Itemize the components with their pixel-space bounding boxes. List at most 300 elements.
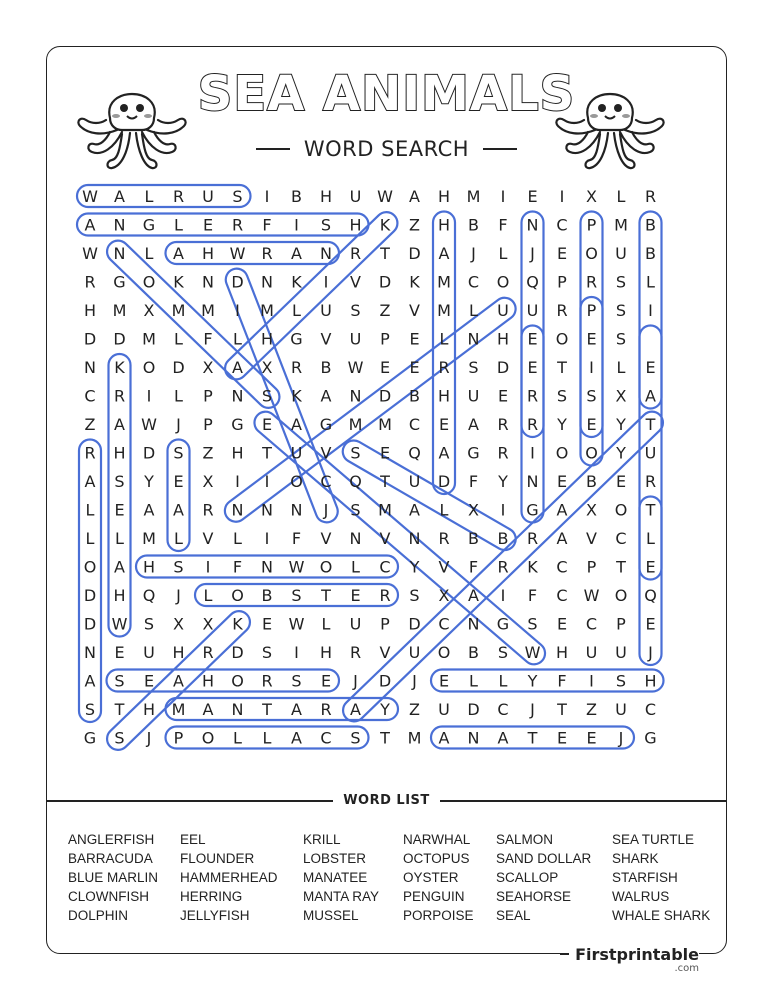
grid-cell-r0-c11: A [409,187,420,206]
grid-cell-r1-c1: N [113,215,126,235]
grid-cell-r1-c5: R [231,215,244,235]
grid-cell-r15-c2: S [143,614,155,634]
grid-cell-r12-c9: N [349,529,362,548]
grid-cell-r0-c13: M [466,187,481,206]
grid-cell-r10-c2: Y [144,472,154,491]
word-list-item: SEA TURTLE [612,832,695,847]
grid-cell-r15-c16: E [556,614,568,634]
grid-cell-r0-c3: R [172,187,185,206]
grid-cell-r3-c0: R [84,272,96,292]
word-list-item: SCALLOP [496,870,559,885]
grid-cell-r1-c6: F [262,215,272,235]
grid-cell-r9-c4: Z [202,443,214,463]
grid-cell-r10-c14: Y [498,472,508,491]
grid-cell-r15-c17: C [585,614,598,634]
grid-cell-r1-c4: E [202,215,214,235]
grid-cell-r14-c12: X [438,586,450,605]
word-list-item: MUSSEL [303,908,359,923]
grid-cell-r6-c16: T [557,358,567,377]
grid-cell-r13-c0: O [83,557,97,577]
grid-cell-r18-c17: Z [586,700,597,719]
grid-cell-r10-c4: X [202,472,214,491]
word-list-column [303,830,379,925]
grid-cell-r7-c9: N [349,386,362,406]
grid-cell-r18-c18: U [615,700,627,719]
grid-cell-r8-c3: J [176,415,181,434]
grid-cell-r1-c8: S [320,215,332,235]
grid-cell-r12-c17: V [586,529,597,548]
grid-cell-r9-c15: I [530,443,535,463]
word-list-item: ANGLERFISH [68,832,155,847]
grid-cell-r3-c19: L [646,272,655,292]
grid-cell-r7-c10: D [378,386,392,406]
grid-cell-r17-c17: I [589,671,594,691]
grid-cell-r9-c8: V [320,443,332,463]
grid-cell-r4-c1: M [112,301,127,320]
grid-cell-r11-c0: L [85,500,95,520]
grid-cell-r7-c8: A [320,386,332,406]
grid-cell-r10-c13: F [468,472,479,491]
grid-cell-r1-c11: Z [409,215,420,235]
grid-cell-r8-c9: M [348,415,363,434]
grid-cell-r10-c12: D [437,472,451,491]
grid-cell-r4-c17: P [586,301,597,320]
brand-name: Firstprintable [569,945,699,964]
grid-cell-r17-c0: A [84,671,96,691]
found-word-highlight [581,297,603,466]
grid-cell-r18-c5: N [231,700,244,719]
grid-cell-r13-c17: P [586,557,597,577]
grid-cell-r2-c15: J [530,244,535,263]
found-word-highlight [640,497,662,666]
grid-cell-r2-c9: R [349,244,362,263]
grid-cell-r13-c10: C [379,557,391,577]
grid-cell-r11-c8: J [323,500,329,520]
grid-cell-r0-c10: W [377,187,393,206]
grid-cell-r15-c14: G [496,614,510,634]
grid-cell-r11-c15: G [526,500,539,520]
grid-cell-r2-c1: N [113,244,126,263]
grid-cell-r19-c0: G [83,728,97,748]
grid-cell-r0-c9: U [349,187,362,206]
grid-cell-r4-c7: L [292,301,301,320]
grid-cell-r16-c10: V [379,643,391,662]
grid-cell-r19-c10: T [380,728,390,748]
grid-cell-r2-c14: L [498,244,508,263]
grid-cell-r10-c6: I [264,472,270,491]
word-list-column [612,830,710,925]
grid-cell-r12-c0: L [85,529,95,548]
grid-cell-r5-c1: D [113,329,126,349]
grid-cell-r16-c16: H [555,643,569,662]
grid-cell-r15-c12: C [438,614,450,634]
grid-cell-r6-c5: A [232,358,243,377]
grid-cell-r4-c3: M [171,301,186,320]
grid-cell-r2-c4: H [201,244,215,263]
word-list-item: EEL [180,832,206,847]
grid-cell-r12-c13: B [468,529,479,548]
grid-cell-r6-c3: D [172,358,185,377]
grid-cell-r5-c14: H [496,329,510,349]
grid-cell-r16-c17: U [585,643,598,662]
word-list-item: SAND DOLLAR [496,851,592,866]
grid-cell-r3-c13: C [467,272,480,292]
grid-cell-r3-c14: O [496,272,510,292]
grid-cell-r16-c12: O [437,643,451,662]
grid-cell-r10-c9: Q [349,472,362,491]
grid-cell-r18-c4: A [202,700,214,719]
grid-cell-r14-c13: A [468,586,479,605]
grid-cell-r9-c16: O [555,443,569,463]
grid-cell-r8-c2: W [141,415,157,434]
grid-cell-r12-c7: F [291,529,302,548]
grid-cell-r0-c7: B [291,187,302,206]
grid-cell-r9-c1: H [113,443,126,463]
grid-cell-r10-c5: I [235,472,240,491]
grid-cell-r14-c9: E [350,586,361,605]
grid-cell-r11-c12: L [439,500,449,520]
found-word-highlight [220,293,520,526]
grid-cell-r3-c8: I [323,272,329,292]
grid-cell-r6-c10: E [379,358,391,377]
grid-cell-r7-c6: S [261,386,273,406]
grid-cell-r17-c3: A [173,671,184,691]
word-list-column [403,830,474,925]
grid-cell-r18-c11: Z [409,700,420,719]
grid-cell-r4-c8: U [320,301,332,320]
highlight-layer [77,185,667,754]
grid-cell-r16-c15: W [524,643,541,662]
grid-cell-r17-c5: O [231,671,244,691]
grid-cell-r16-c9: R [349,643,362,662]
grid-cell-r1-c19: B [645,215,656,235]
word-list-item: MANTA RAY [303,889,380,904]
word-list-column [496,830,591,925]
grid-cell-r4-c0: H [83,301,97,320]
grid-cell-r14-c10: R [379,586,391,605]
grid-cell-r0-c2: L [144,187,154,206]
grid-cell-r8-c17: E [586,415,597,434]
grid-cell-r16-c4: R [202,643,214,662]
grid-cell-r8-c1: A [114,415,125,434]
grid-cell-r17-c4: H [201,671,215,691]
grid-cell-r8-c5: G [231,415,244,434]
grid-cell-r11-c9: S [350,500,361,520]
grid-cell-r9-c0: R [84,443,96,463]
grid-cell-r3-c7: K [291,272,302,292]
grid-cell-r17-c13: L [469,671,478,691]
grid-cell-r16-c8: H [319,643,333,662]
grid-cell-r8-c15: R [526,415,539,434]
grid-cell-r15-c5: K [232,614,243,634]
grid-cell-r0-c4: U [202,187,214,206]
grid-cell-r11-c13: X [468,500,479,520]
grid-cell-r14-c14: I [500,586,506,605]
grid-cell-r9-c2: D [142,443,156,463]
grid-cell-r2-c3: A [173,244,184,263]
grid-cell-r14-c11: S [409,586,420,605]
grid-cell-r19-c4: O [201,728,215,748]
grid-cell-r12-c19: L [646,529,655,548]
grid-cell-r4-c16: R [556,301,568,320]
grid-cell-r2-c8: N [320,244,332,263]
grid-cell-r17-c16: F [557,671,567,691]
grid-cell-r2-c16: E [556,244,568,263]
grid-cell-r15-c8: L [321,614,331,634]
grid-cell-r7-c17: S [586,386,597,406]
grid-cell-r14-c4: L [203,586,213,605]
grid-cell-r12-c11: N [408,529,421,548]
grid-cell-r12-c3: L [174,529,183,548]
grid-cell-r4-c2: X [143,301,155,320]
grid-cell-r17-c6: R [261,671,273,691]
grid-cell-r1-c12: H [437,215,451,235]
grid-cell-r2-c10: T [380,244,390,263]
grid-cell-r13-c2: H [142,557,156,577]
grid-cell-r0-c8: H [319,187,333,206]
grid-cell-r3-c3: K [173,272,184,292]
grid-cell-r5-c11: E [409,329,420,349]
grid-cell-r15-c3: X [173,614,184,634]
grid-cell-r3-c17: R [585,272,598,292]
grid-cell-r12-c1: L [115,529,124,548]
grid-cell-r14-c17: W [583,586,600,605]
grid-cell-r4-c12: M [437,301,451,320]
grid-cell-r17-c18: S [615,671,627,691]
grid-cell-r7-c18: X [615,386,627,406]
grid-cell-r3-c9: V [350,272,361,292]
grid-cell-r6-c7: R [290,358,303,377]
grid-cell-r4-c14: U [497,301,509,320]
grid-cell-r0-c5: S [232,187,243,206]
word-list-item: DOLPHIN [68,908,129,923]
grid-cell-r11-c2: A [143,500,155,520]
grid-cell-r14-c2: Q [142,586,156,605]
grid-cell-r5-c9: U [349,329,362,349]
word-list-item: PORPOISE [403,908,474,923]
grid-cell-r7-c1: R [113,386,126,406]
grid-cell-r19-c14: A [497,728,509,748]
grid-cell-r6-c4: X [202,358,214,377]
grid-cell-r8-c4: P [203,415,213,434]
grid-cell-r1-c13: B [468,215,479,235]
grid-cell-r2-c0: W [82,244,98,263]
grid-cell-r7-c4: P [203,386,213,406]
grid-cell-r8-c12: E [438,415,450,434]
grid-cell-r17-c10: D [378,671,392,691]
grid-cell-r19-c9: S [350,728,361,748]
grid-cell-r6-c11: E [409,358,420,377]
grid-cell-r18-c9: A [350,700,361,719]
grid-cell-r8-c0: Z [84,415,96,434]
grid-cell-r5-c3: L [174,329,183,349]
grid-cell-r6-c6: X [261,358,273,377]
grid-cell-r9-c5: H [231,443,244,463]
grid-cell-r14-c16: C [556,586,568,605]
grid-cell-r0-c14: I [500,187,506,206]
grid-cell-r1-c17: P [586,215,597,235]
grid-cell-r14-c3: J [176,586,181,605]
grid-cell-r0-c0: W [82,187,98,206]
grid-cell-r4-c6: M [260,301,274,320]
grid-cell-r17-c7: S [291,671,302,691]
grid-cell-r2-c7: A [291,244,302,263]
grid-cell-r5-c0: D [83,329,97,349]
grid-cell-r13-c5: F [232,557,243,577]
word-list-item: CLOWNFISH [68,889,149,904]
grid-cell-r11-c1: E [114,500,125,520]
grid-cell-r8-c8: G [319,415,333,434]
grid-cell-r7-c5: N [231,386,244,406]
grid-cell-r8-c16: Y [557,415,567,434]
grid-cell-r15-c7: W [288,614,305,634]
grid-cell-r2-c13: J [471,244,476,263]
grid-cell-r19-c11: M [407,728,422,748]
grid-cell-r18-c14: C [497,700,509,719]
grid-cell-r6-c15: E [527,358,538,377]
grid-cell-r9-c10: E [379,443,391,463]
grid-cell-r6-c19: E [645,358,656,377]
grid-cell-r0-c15: E [527,187,538,206]
grid-cell-r14-c7: S [291,586,302,605]
grid-cell-r12-c16: A [556,529,568,548]
grid-cell-r1-c18: M [614,215,628,235]
grid-cell-r16-c6: S [261,643,273,662]
grid-cell-r12-c8: V [320,529,332,548]
grid-cell-r13-c14: R [497,557,509,577]
grid-cell-r13-c9: L [351,557,360,577]
grid-cell-r13-c12: V [438,557,450,577]
grid-cell-r1-c0: A [84,215,96,235]
grid-cell-r1-c14: F [498,215,508,235]
grid-cell-r1-c9: H [349,215,362,235]
grid-cell-r3-c1: G [113,272,126,292]
grid-cell-r2-c6: R [261,244,273,263]
grid-cell-r18-c8: R [320,700,332,719]
word-list-item: PENGUIN [403,889,465,904]
grid-cell-r9-c12: A [438,443,450,463]
grid-cell-r16-c13: B [468,643,479,662]
grid-cell-r19-c8: C [320,728,332,748]
grid-cell-r12-c2: M [142,529,156,548]
grid-cell-r16-c5: D [231,643,244,662]
grid-cell-r17-c8: E [320,671,332,691]
grid-cell-r10-c18: E [615,472,627,491]
grid-cell-r7-c14: E [497,386,509,406]
grid-cell-r3-c5: D [231,272,244,292]
grid-cell-r4-c10: Z [379,301,391,320]
grid-cell-r14-c1: H [113,586,126,605]
grid-cell-r10-c17: B [586,472,597,491]
grid-cell-r1-c16: C [556,215,568,235]
grid-cell-r11-c10: M [378,500,392,520]
grid-cell-r9-c13: G [467,443,480,463]
grid-cell-r19-c13: N [467,728,480,748]
grid-cell-r18-c15: J [530,700,535,719]
grid-cell-r8-c13: A [468,415,479,434]
word-list-item: NARWHAL [403,832,471,847]
word-list-item: STARFISH [612,870,678,885]
grid-cell-r14-c18: O [614,586,628,605]
grid-cell-r13-c15: K [527,557,538,577]
grid-cell-r6-c0: N [84,358,96,377]
grid-cell-r15-c11: D [408,614,421,634]
grid-cell-r18-c0: S [84,700,96,719]
grid-cell-r18-c13: D [467,700,480,719]
grid-cell-r15-c18: P [616,614,626,634]
found-word-highlight [431,670,664,692]
grid-cell-r3-c10: D [378,272,392,292]
grid-cell-r8-c11: C [408,415,421,434]
grid-cell-r5-c4: F [203,329,213,349]
grid-cell-r7-c12: H [437,386,451,406]
grid-cell-r10-c0: A [84,472,96,491]
grid-cell-r7-c3: L [174,386,183,406]
grid-cell-r9-c3: S [173,443,184,463]
grid-cell-r19-c3: P [173,728,184,748]
grid-cell-r10-c8: C [320,472,332,491]
grid-cell-r10-c3: E [173,472,184,491]
grid-cell-r19-c5: L [233,728,242,748]
grid-cell-r5-c18: S [615,329,627,349]
grid-cell-r1-c15: N [526,215,539,235]
grid-cell-r9-c14: R [497,443,509,463]
grid-cell-r5-c13: N [467,329,480,349]
found-word-highlight [77,185,251,207]
grid-cell-r8-c10: M [378,415,392,434]
word-list-item: BLUE MARLIN [68,870,159,885]
word-list-item: LOBSTER [303,851,367,866]
grid-cell-r16-c14: S [497,643,509,662]
word-list-column [180,830,278,925]
grid-cell-r16-c0: N [84,643,96,662]
grid-cell-r1-c10: K [379,215,391,235]
grid-cell-r9-c9: S [350,443,361,463]
grid-cell-r7-c16: S [556,386,568,406]
grid-cell-r4-c9: S [350,301,361,320]
grid-cell-r13-c18: T [616,557,626,577]
word-list-item: JELLYFISH [180,908,250,923]
word-list-item: OYSTER [403,870,459,885]
page-title: SEA ANIMALS [197,66,576,122]
grid-cell-r2-c5: W [229,244,246,263]
grid-cell-r11-c7: N [290,500,303,520]
grid-cell-r10-c16: E [556,472,568,491]
grid-cell-r15-c6: E [261,614,273,634]
grid-cell-r15-c15: S [527,614,538,634]
grid-cell-r6-c13: S [468,358,479,377]
word-list-column [68,830,158,925]
grid-cell-r4-c15: U [526,301,539,320]
grid-cell-r13-c7: W [288,557,305,577]
grid-cell-r13-c11: Y [409,557,420,577]
word-list-item: MANATEE [303,870,368,885]
word-list-item: WHALE SHARK [612,908,711,923]
grid-cell-r9-c7: U [290,443,303,463]
grid-cell-r13-c16: C [556,557,568,577]
grid-cell-r6-c14: D [496,358,510,377]
grid-cell-r15-c4: X [202,614,214,634]
grid-cell-r1-c3: L [174,215,183,235]
grid-cell-r18-c1: T [114,700,125,719]
grid-cell-r14-c6: B [261,586,273,605]
page-subtitle: WORD SEARCH [303,137,470,161]
grid-cell-r18-c16: T [557,700,567,719]
grid-cell-r18-c6: T [262,700,272,719]
grid-cell-r11-c18: O [614,500,628,520]
grid-cell-r0-c1: A [114,187,125,206]
grid-cell-r17-c1: S [114,671,125,691]
